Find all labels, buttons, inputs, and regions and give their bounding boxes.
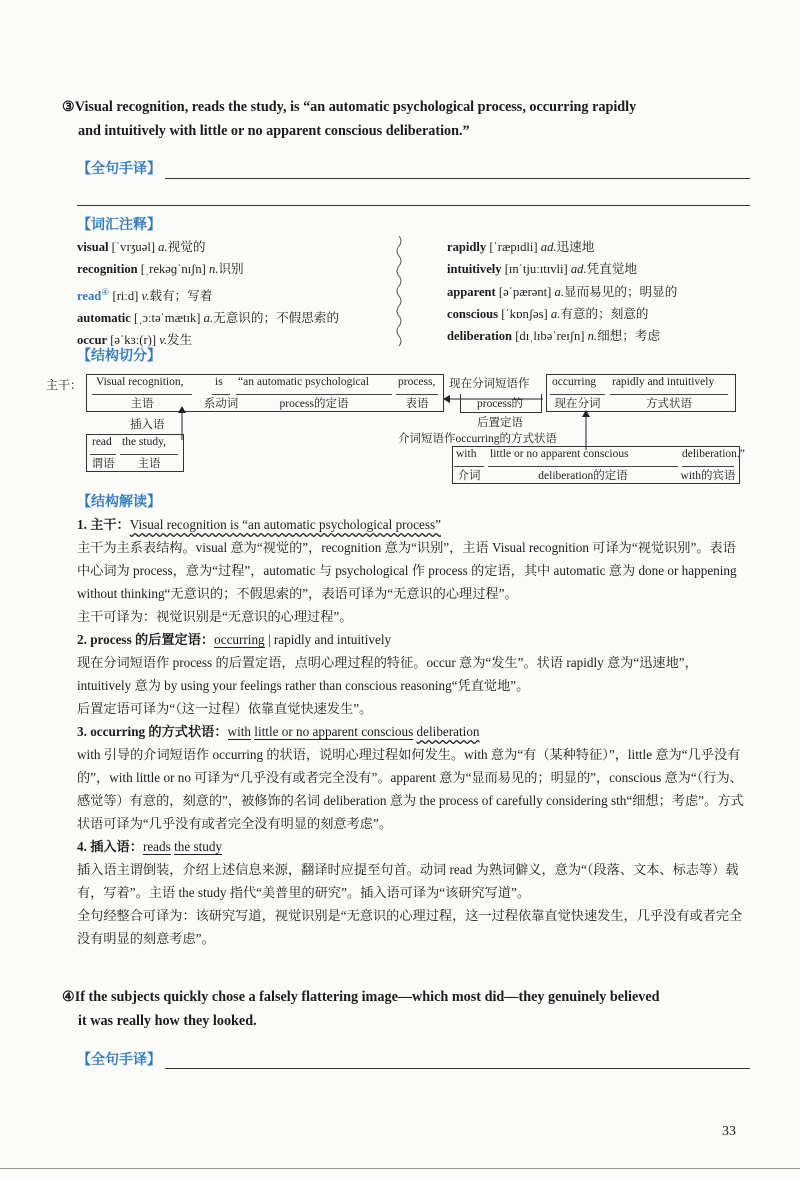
section-4-para: 插入语主谓倒装，介绍上述信息来源，翻译时应提至句首。动词 read 为熟词僻义，意为“（段落、文本、标志等）载有，写着”。主语 the study 指代“美普里的研究”。插入语可译为“该研究写道”。 xyxy=(77,862,739,900)
prep-word: with xyxy=(456,448,477,460)
participle-role-label: 现在分词短语作 xyxy=(449,378,530,390)
insertion-sub-verb: 谓语 xyxy=(91,458,115,470)
section-1-title: 1. 主干：Visual recognition is “an automatic psychological process” xyxy=(77,517,441,532)
vocab-entry: automatic [ˌɔːtəˈmætɪk] a.无意识的；不假思索的 xyxy=(77,311,340,326)
vocab-entry: read④ [riːd] v.载有；写着 xyxy=(77,286,213,303)
prep-object: deliberation.” xyxy=(682,448,745,460)
participle-role-sub1: process的 xyxy=(477,398,523,410)
question-4 xyxy=(62,985,752,1033)
wavy-divider xyxy=(393,236,405,346)
question-3-line2: and intuitively with little or no apparent conscious deliberation.” xyxy=(78,123,470,139)
vocab-entry: conscious [ˈkɒnʃəs] a.有意的；刻意的 xyxy=(447,306,649,321)
vocab-entry: recognition [ˌrekəɡˈnɪʃn] n.识别 xyxy=(77,262,244,277)
insertion-label: 插入语 xyxy=(130,419,165,431)
main-clause-label: 主干： xyxy=(46,378,83,392)
vocab-entry: apparent [əˈpærənt] a.显而易见的；明显的 xyxy=(447,284,678,299)
prep-role-label: 介词短语作occurring的方式状语 xyxy=(398,433,558,445)
section-1-para: 主干为主系表结构。visual 意为“视觉的”，recognition 意为“识别”，主语 Visual recognition 可译为“视觉识别”。表语中心词为 process，意为“过程”，automatic 与 psychological 作 process 的定语，其中 automatic 意为 done or happening without thinking“无意识的；不假思索的”，表语可译为“无意识的心理过程”。 xyxy=(77,540,737,601)
insertion-subject: the study, xyxy=(122,436,166,448)
adverbial-sub: 方式状语 xyxy=(646,398,692,410)
prep-sub-prep: 介词 xyxy=(457,470,481,482)
vocab-entry: visual [ˈvɪʒuəl] a.视觉的 xyxy=(77,240,206,254)
vocab-list-right xyxy=(447,236,777,347)
vocab-entry: occur [əˈkɜː(r)] v.发生 xyxy=(77,333,193,348)
vocab-entry: deliberation [dɪˌlɪbəˈreɪʃn] n.细想；考虑 xyxy=(447,329,661,344)
section-2-title: 2. process 的后置定语：occurring | rapidly and intuitively xyxy=(77,632,392,647)
vocab-header: 【词汇注释】 xyxy=(77,217,161,233)
main-word-subject: Visual recognition, xyxy=(96,376,184,388)
prep-sub-attributive: deliberation的定语 xyxy=(538,470,628,482)
structure-header: 【结构切分】 xyxy=(77,348,161,364)
main-word-predicative: process, xyxy=(398,376,436,388)
analysis-header: 【结构解读】 xyxy=(77,494,161,510)
main-sub-verb: 系动词 xyxy=(203,398,239,410)
vocab-list-left xyxy=(77,236,397,352)
bottom-rule xyxy=(0,1168,800,1169)
section-2-para: 现在分词短语作 process 的后置定语，点明心理过程的特征。occur 意为“发生”。状语 rapidly 意为“迅速地”，intuitively 意为 by using your feelings rather than conscious reasoning“凭直觉地”。 xyxy=(77,655,698,693)
section-3-para: with 引导的介词短语作 occurring 的状语，说明心理过程如何发生。with 意为“有（某种特征）”，little 意为“几乎没有的”，with little or no 可译为“几乎没有或者完全没有”。apparent 意为“显而易见的；明显的”，conscious 意为“（行为、感觉等）有意的，刻意的”，被修饰的名词 deliberation 意为 the process of carefully considering sth“细想；考虑”。方式状语可译为“几乎没有或者完全没有明显的刻意考虑”。 xyxy=(77,747,744,831)
answer-line[interactable] xyxy=(77,205,750,206)
vocab-entry: intuitively [ɪnˈtjuːɪtɪvli] ad.凭直觉地 xyxy=(447,262,637,277)
insertion-sub-subject: 主语 xyxy=(137,458,161,470)
insertion-verb: read xyxy=(92,436,112,448)
question-3-line1: ③Visual recognition, reads the study, is “an automatic psychological process, occurring rapidly xyxy=(62,99,637,115)
main-sub-subject: 主语 xyxy=(130,398,154,410)
vocab-entry: rapidly [ˈræpɪdli] ad.迅速地 xyxy=(447,240,595,254)
prep-attributive: little or no apparent conscious xyxy=(490,448,629,460)
analysis-body xyxy=(77,513,749,950)
section-2-summary: 后置定语可译为“（这一过程）依靠直觉快速发生”。 xyxy=(77,701,373,716)
section-4-title: 4. 插入语：reads the study xyxy=(77,839,223,854)
translate-header-1: 【全句手译】 xyxy=(77,161,161,177)
participle-sub: 现在分词 xyxy=(554,398,601,410)
question-3 xyxy=(62,95,752,143)
main-sub-attributive: process的定语 xyxy=(279,398,349,410)
question-4-line2: it was really how they looked. xyxy=(78,1013,257,1029)
participle-role-sub2: 后置定语 xyxy=(477,417,523,429)
main-word-attributive: “an automatic psychological xyxy=(238,376,369,388)
adverbial-words: rapidly and intuitively xyxy=(612,376,715,388)
answer-line[interactable] xyxy=(165,1068,750,1069)
participle-word: occurring xyxy=(552,376,597,388)
page-number: 33 xyxy=(722,1124,736,1139)
main-word-verb: is xyxy=(215,376,223,388)
section-3-title: 3. occurring 的方式状语：with little or no apparent conscious deliberation xyxy=(77,724,480,739)
structure-diagram xyxy=(0,370,800,490)
full-translation: 全句经整合可译为：该研究写道，视觉识别是“无意识的心理过程，这一过程依靠直觉快速发生，几乎没有或者完全没有明显的刻意考虑”。 xyxy=(77,908,743,946)
question-4-line1: ④If the subjects quickly chose a falsely flattering image—which most did—they genuinely believed xyxy=(62,989,660,1005)
arrow-up-icon xyxy=(580,410,592,450)
translate-header-2: 【全句手译】 xyxy=(77,1052,161,1068)
main-sub-predicative: 表语 xyxy=(405,398,429,410)
answer-line[interactable] xyxy=(165,178,750,179)
section-1-summary: 主干可译为：视觉识别是“无意识的心理过程”。 xyxy=(77,609,353,624)
prep-sub-object: with的宾语 xyxy=(680,470,736,482)
